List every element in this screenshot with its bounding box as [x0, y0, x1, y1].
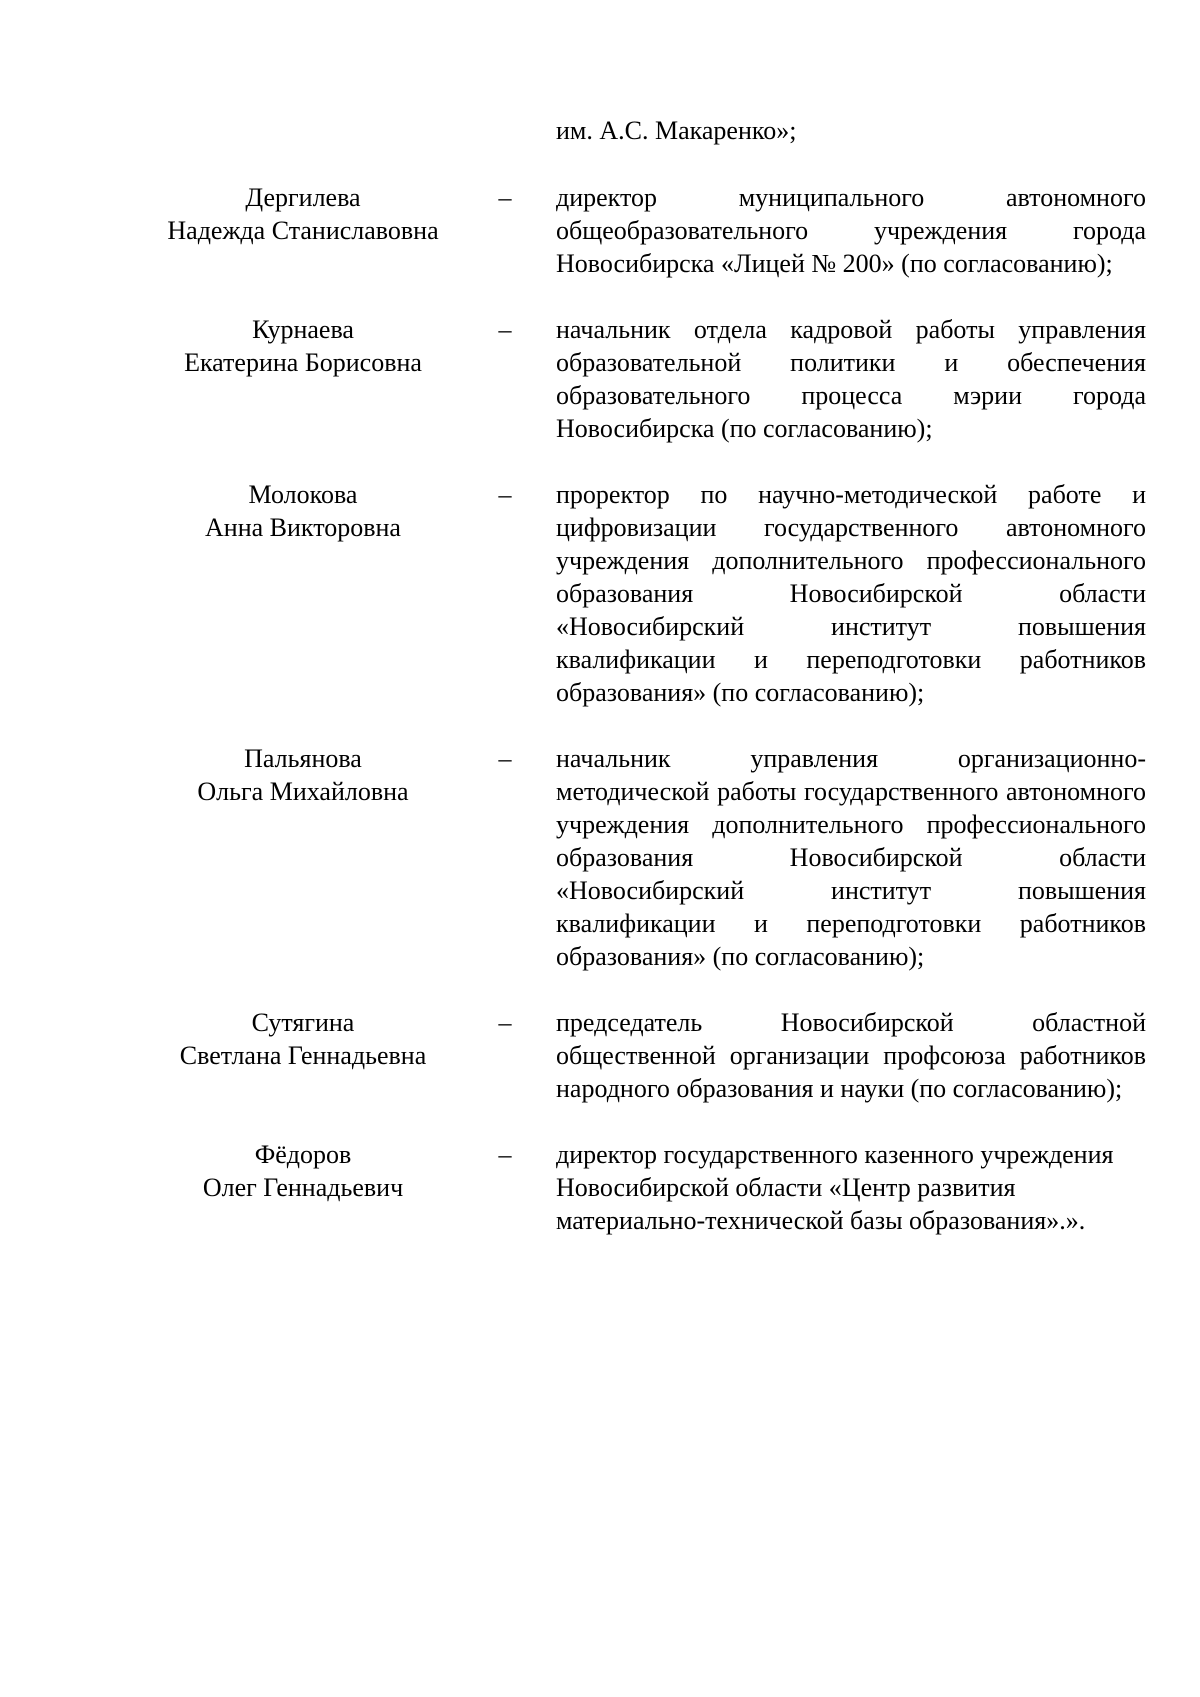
- member-surname: Курнаева: [252, 315, 354, 344]
- member-position: проректор по научно-методической работе и цифровизации государственного автономного учреждения дополнительного профессионального образования Новосибирской области «Новосибирский институт повышения квалификации и переподготовки работников образования» (по согласованию);: [556, 480, 1146, 707]
- member-position: директор муниципального автономного общеобразовательного учреждения города Новосибирска «Лицей № 200» (по согласованию);: [556, 183, 1146, 278]
- member-given-names: Анна Викторовна: [205, 513, 401, 542]
- member-given-names: Ольга Михайловна: [197, 777, 409, 806]
- member-entry: [0, 1006, 1200, 1105]
- separator-dash: –: [498, 1140, 512, 1169]
- continued-position-text: им. А.С. Макаренко»;: [556, 116, 797, 145]
- member-entry: [0, 181, 1200, 280]
- member-surname: Сутягина: [251, 1008, 355, 1037]
- member-given-names: Надежда Станиславовна: [167, 216, 439, 245]
- member-entry: [0, 478, 1200, 709]
- member-surname: Молокова: [248, 480, 358, 509]
- separator-dash: –: [498, 315, 512, 344]
- member-name: [153, 742, 453, 808]
- member-name: [153, 1006, 453, 1072]
- member-entry: [0, 313, 1200, 445]
- member-list: [0, 181, 1200, 1270]
- member-position: председатель Новосибирской областной общественной организации профсоюза работников народного образования и науки (по согласованию);: [556, 1008, 1146, 1103]
- member-given-names: Екатерина Борисовна: [184, 348, 422, 377]
- member-position: начальник отдела кадровой работы управления образовательной политики и обеспечения образовательного процесса мэрии города Новосибирска (по согласованию);: [556, 315, 1146, 443]
- member-surname: Фёдоров: [254, 1140, 352, 1169]
- member-name: [153, 478, 453, 544]
- member-surname: Дергилева: [245, 183, 361, 212]
- member-surname: Пальянова: [244, 744, 362, 773]
- member-entry: [0, 742, 1200, 973]
- separator-dash: –: [498, 183, 512, 212]
- member-position: начальник управления организационно-методической работы государственного автономного учреждения дополнительного профессионального образования Новосибирской области «Новосибирский институт повышения квалификации и переподготовки работников образования» (по согласованию);: [556, 744, 1146, 971]
- member-name: [153, 313, 453, 379]
- member-position: директор государственного казенного учреждения Новосибирской области «Центр развития материально-технической базы образования».».: [556, 1140, 1114, 1235]
- separator-dash: –: [498, 480, 512, 509]
- member-name: [153, 181, 453, 247]
- separator-dash: –: [498, 744, 512, 773]
- member-given-names: Олег Геннадьевич: [202, 1173, 404, 1202]
- member-given-names: Светлана Геннадьевна: [179, 1041, 427, 1070]
- separator-dash: –: [498, 1008, 512, 1037]
- member-entry: [0, 1138, 1200, 1237]
- member-name: [153, 1138, 453, 1204]
